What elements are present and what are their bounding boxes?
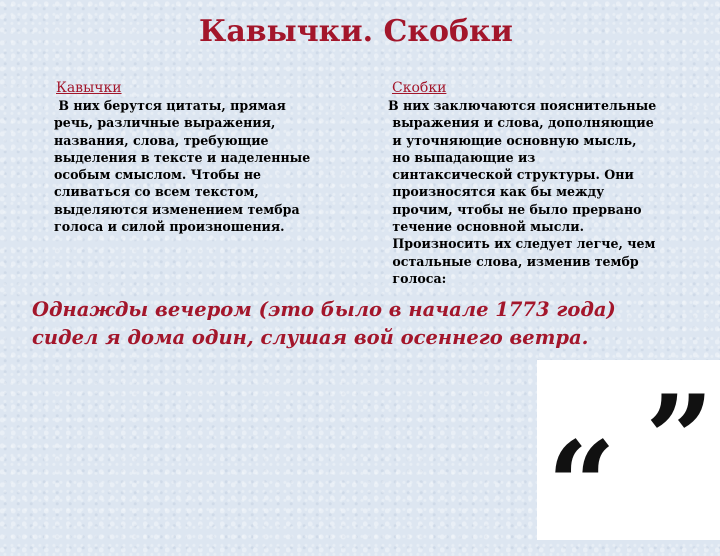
closing-quote-icon: ” — [645, 369, 715, 510]
quotes-heading: Кавычки — [56, 80, 122, 96]
opening-quote-icon: “ — [547, 415, 617, 556]
slide-title: Кавычки. Скобки — [199, 14, 513, 49]
example-sentence: Однажды вечером (это было в начале 1773 года) сидел я дома один, слушая вой осеннего ветра. — [32, 298, 616, 349]
quotation-marks-image — [537, 360, 720, 556]
brackets-column — [388, 80, 706, 287]
brackets-heading: Скобки — [392, 80, 447, 96]
quotes-column — [54, 80, 364, 235]
brackets-description: В них заключаются пояснительные выражения и слова, дополняющие и уточняющие основную мысль, но выпадающие из синтаксической структуры. Они произносятся как бы между прочим, чтобы не было прервано течение основной мысли. Произносить их следует легче, чем остальные слова, изменив тембр голоса: — [388, 98, 657, 286]
quotes-description: В них берутся цитаты, прямая речь, различные выражения, названия, слова, требующие выделения в тексте и наделенные особым смыслом. Чтобы не сливаться со всем текстом, выделяются изменением тембра голоса и силой произношения. — [54, 98, 311, 235]
